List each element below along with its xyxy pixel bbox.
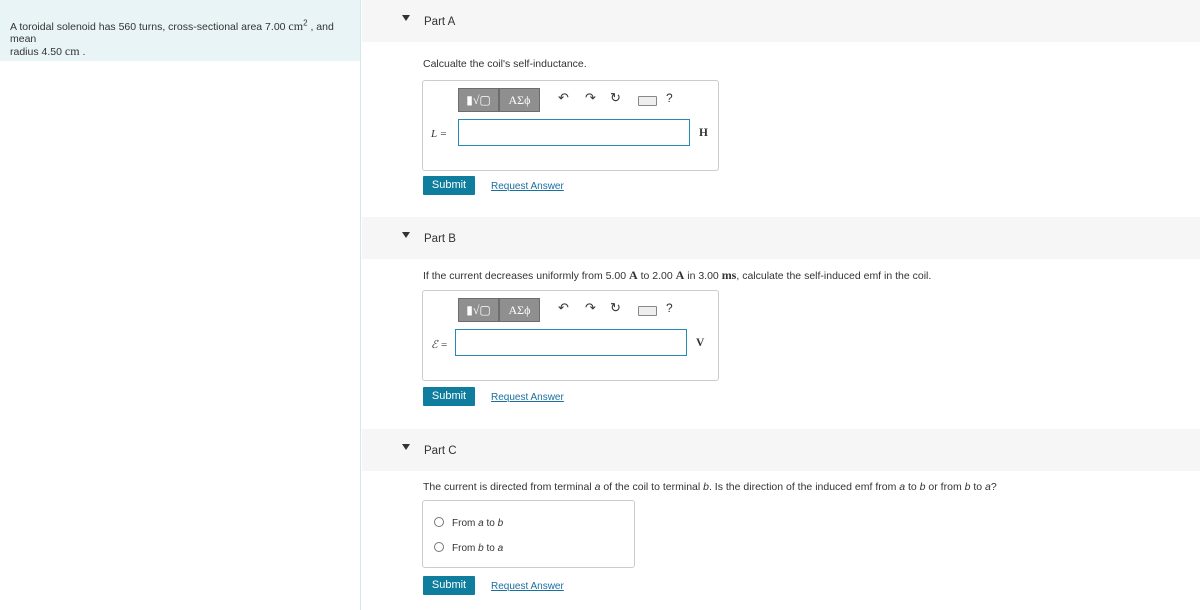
problem-panel (0, 0, 361, 610)
keyboard-icon[interactable] (638, 306, 657, 316)
part-a-title: Part A (424, 16, 456, 28)
part-a-submit-button[interactable]: Submit (423, 176, 475, 195)
part-b-text-1: If the current decreases uniformly from 5.00 (423, 270, 630, 282)
part-a-answer-input[interactable] (458, 119, 690, 146)
problem-exponent: 2 (303, 18, 308, 28)
option-text: From (452, 518, 479, 529)
part-b-unit-a: A (629, 268, 638, 282)
option-b-to-a[interactable] (434, 542, 503, 554)
part-b-unit: V (696, 337, 705, 349)
part-c-request-answer-link[interactable]: Request Answer (491, 581, 564, 592)
collapse-arrow-icon[interactable] (402, 15, 410, 21)
part-c-text-2: of the coil to terminal (600, 481, 704, 493)
option-text: to (483, 543, 498, 554)
part-b-text-3: in 3.00 (684, 270, 722, 282)
collapse-arrow-icon[interactable] (402, 232, 410, 238)
terminal-a: a (899, 481, 906, 493)
option-to: a (497, 543, 504, 554)
radio-button[interactable] (434, 542, 444, 552)
option-to: b (497, 518, 504, 529)
problem-unit-cm: cm (288, 19, 304, 33)
part-c-submit-button[interactable]: Submit (423, 576, 475, 595)
option-from: b (478, 543, 484, 554)
problem-text-3: radius 4.50 (10, 46, 65, 58)
part-c-text-7: ? (990, 481, 997, 493)
part-c-title: Part C (424, 445, 457, 457)
part-a-header[interactable] (362, 0, 1200, 42)
part-b-text-4: , calculate the self-induced emf in the coil. (736, 270, 932, 282)
option-text: to (483, 518, 498, 529)
keyboard-icon[interactable] (638, 96, 657, 106)
greek-symbols-button[interactable]: ΑΣϕ (499, 88, 540, 112)
reset-icon[interactable]: ↻ (610, 300, 621, 315)
option-a-to-b[interactable] (434, 517, 503, 529)
problem-text-1: A toroidal solenoid has 560 turns, cross-sectional area 7.00 (10, 21, 289, 33)
part-b-unit-ms: ms (721, 268, 737, 282)
part-b-title: Part B (424, 233, 456, 245)
part-c-text-3: . Is the direction of the induced emf from (708, 481, 900, 493)
part-c-text-6: to (970, 481, 986, 493)
terminal-b: b (964, 481, 971, 493)
help-icon[interactable]: ? (666, 91, 673, 105)
problem-unit-cm-2: cm (64, 44, 80, 58)
part-a-question: Calcualte the coil's self-inductance. (423, 58, 587, 70)
part-a-unit: H (699, 127, 708, 139)
problem-text-4: . (79, 46, 86, 58)
reset-icon[interactable]: ↻ (610, 90, 621, 105)
part-b-answer-box (422, 290, 719, 381)
greek-symbols-button[interactable]: ΑΣϕ (499, 298, 540, 322)
undo-icon[interactable]: ↶ (558, 90, 569, 105)
part-c-header[interactable] (362, 429, 1200, 471)
help-icon[interactable]: ? (666, 301, 673, 315)
redo-icon[interactable]: ↷ (585, 90, 596, 105)
terminal-a: a (594, 481, 601, 493)
problem-statement (0, 0, 360, 61)
part-b-text-2: to 2.00 (637, 270, 676, 282)
radio-button[interactable] (434, 517, 444, 527)
terminal-b: b (703, 481, 709, 493)
part-b-submit-button[interactable]: Submit (423, 387, 475, 406)
part-b-question (423, 268, 931, 283)
collapse-arrow-icon[interactable] (402, 444, 410, 450)
part-b-request-answer-link[interactable]: Request Answer (491, 392, 564, 403)
parts-panel (362, 0, 1200, 610)
part-a-request-answer-link[interactable]: Request Answer (491, 181, 564, 192)
part-c-text-4: to (905, 481, 920, 493)
part-c-options (422, 500, 635, 568)
part-c-text-5: or from (925, 481, 965, 493)
option-from: a (478, 518, 484, 529)
option-text: From (452, 543, 479, 554)
part-b-unit-a-2: A (675, 268, 685, 282)
part-b-variable-label: ℰ = (431, 339, 448, 351)
part-b-answer-input[interactable] (455, 329, 687, 356)
terminal-b: b (919, 481, 926, 493)
undo-icon[interactable]: ↶ (558, 300, 569, 315)
part-b-header[interactable] (362, 217, 1200, 259)
part-a-answer-box (422, 80, 719, 171)
redo-icon[interactable]: ↷ (585, 300, 596, 315)
part-c-text-1: The current is directed from terminal (423, 481, 595, 493)
part-a-variable-label: L = (431, 128, 448, 140)
part-c-question (423, 481, 997, 493)
templates-button[interactable]: ▮√▢ (458, 298, 499, 322)
problem-text-2: , and mean (10, 21, 334, 45)
terminal-a: a (985, 481, 991, 493)
templates-button[interactable]: ▮√▢ (458, 88, 499, 112)
